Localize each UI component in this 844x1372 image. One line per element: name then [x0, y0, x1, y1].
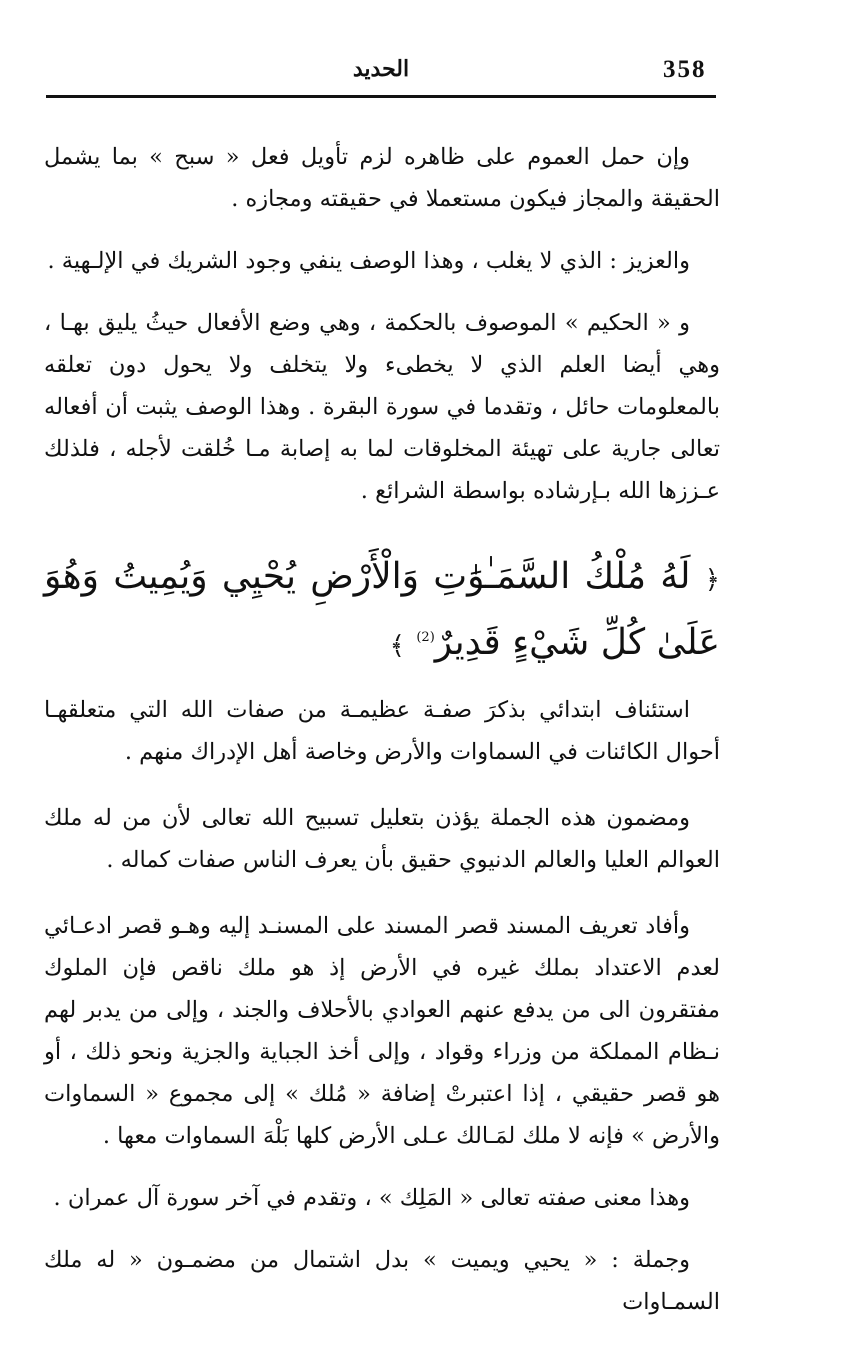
- page-number: 358: [663, 56, 707, 83]
- verse-text: لَهُ مُلْكُ السَّمَـٰوَٰتِ وَالْأَرْضِ يُحْيِي وَيُمِيتُ وَهُوَ عَلَىٰ كُلِّ شَيْءٍ قَدِيرٌ: [44, 556, 720, 663]
- paragraph: استئناف ابتدائي بذكرَ صفـة عظيمـة من صفات الله التي متعلقهـا أحوال الكائنات في السماوات والأرض وخاصة أهل الإدراك منهم .: [44, 697, 720, 765]
- paragraph: ومضمون هذه الجملة يؤذن بتعليل تسبيح الله تعالى لأن من له ملك العوالم العليا والعالم الدنيوي حقيق بأن يعرف الناس صفات كماله .: [44, 805, 720, 873]
- paragraph: والعزيز : الذي لا يغلب ، وهذا الوصف ينفي وجود الشريك في الإلـهية .: [47, 248, 690, 274]
- running-title: الحديد: [352, 56, 410, 82]
- page-header: [46, 56, 716, 100]
- verse-open-ornament: ﴿: [704, 565, 720, 595]
- footnote-ref: (2): [416, 630, 435, 645]
- paragraph: وجملة : « يحيي ويميت » بدل اشتمال من مضمـون « له ملك السمـاوات: [44, 1247, 720, 1315]
- paragraph: وهذا معنى صفته تعالى « المَلِك » ، وتقدم في آخر سورة آل عمران .: [53, 1185, 690, 1211]
- paragraph: و « الحكيم » الموصوف بالحكمة ، وهي وضع الأفعال حيثُ يليق بهـا ، وهي أيضا العلم الذي لا يخطىء ولا يتخلف ولا يحول دون تعلقه بالمعلومات حائل ، وتقدما في سورة البقرة . وهذا الوصف يثبت أن أفعاله تعالى جارية على تهيئة المخلوقات لما به إصابة مـا خُلقت لأجله ، فلذلك عـززها الله بـإرشاده بواسطة الشرائع .: [44, 310, 720, 504]
- header-rule: [46, 95, 716, 98]
- verse-close-ornament: ﴾: [389, 631, 405, 661]
- paragraph: وأفاد تعريف المسند قصر المسند على المسنـد إليه وهـو قصر ادعـائي لعدم الاعتداد بملك غيره في الأرض إذ هو ملك ناقص فإن الملوك مفتقرون الى من يدفع عنهم العوادي بالأحلاف والجند ، وإلى من يدبر لهم نـظام المملكة من وزراء وقواد ، وإلى أخذ الجباية والجزية ونحو ذلك ، أو هو قصر حقيقي ، إذا اعتبرتْ إضافة « مُلك » إلى مجموع « السماوات والأرض » فإنه لا ملك لمَـالك عـلى الأرض كلها بَلْهَ السماوات معها .: [44, 913, 720, 1149]
- paragraph: وإن حمل العموم على ظاهره لزم تأويل فعل « سبح » بما يشمل الحقيقة والمجاز فيكون مستعملا في حقيقته ومجازه .: [44, 144, 720, 212]
- body-text: [44, 136, 720, 1347]
- quran-verse: [44, 548, 720, 675]
